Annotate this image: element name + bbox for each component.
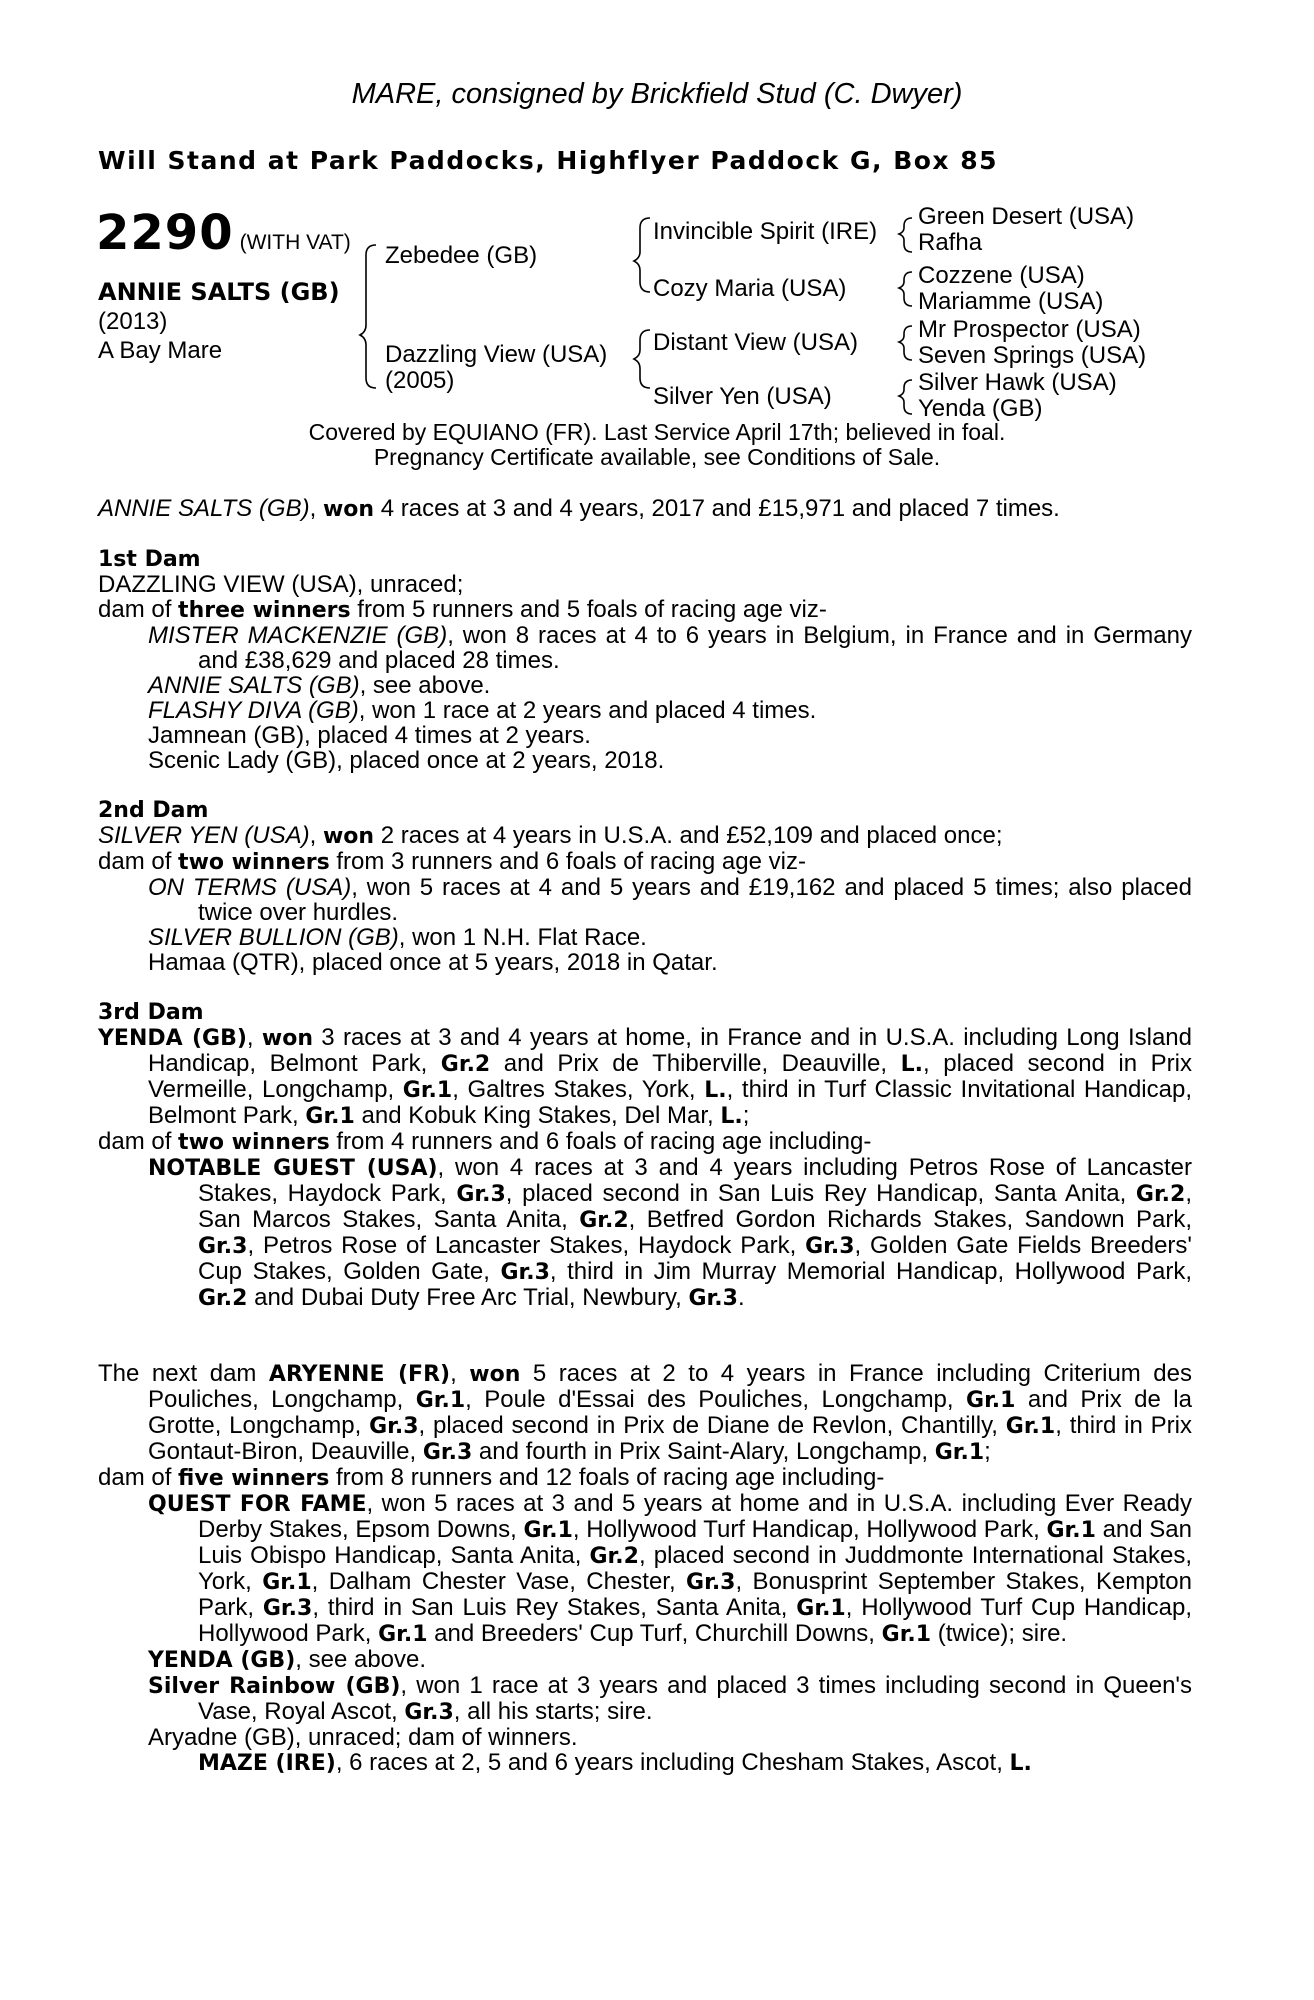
next-dam-foal-2: YENDA (GB), see above. — [148, 1646, 427, 1673]
next-dam-foal-3: Silver Rainbow (GB), won 1 race at 3 years and placed 3 times including second in Queen's Vase, Royal Ascot, Gr.3, all his starts; sire. — [148, 1672, 1192, 1725]
horse-name: ANNIE SALTS (GB) — [98, 278, 340, 306]
second-dam-foal-1: ON TERMS (USA), won 5 races at 4 and 5 years and £19,162 and placed 5 times; also placed twice over hurdles. — [148, 874, 1192, 926]
pedigree-g3: Cozzene (USA) — [918, 262, 1085, 289]
next-dam-intro: The next dam ARYENNE (FR), won 5 races at 2 to 4 years in France including Criterium des Pouliches, Longchamp, Gr.1, Poule d'Essai des Pouliches, Longchamp, Gr.1 and Prix de la Grotte, Longchamp, Gr.3, placed second in Prix de Diane de Revlon, Chantilly, Gr.1, third in Prix Gontaut-Biron, Deauville, Gr.3 and fourth in Prix Saint-Alary, Longchamp, Gr.1; — [98, 1360, 1193, 1465]
brace-sire — [634, 218, 650, 292]
first-dam-produce: dam of three winners from 5 runners and 5 foals of racing age viz- — [98, 596, 827, 623]
pedigree-g5: Mr Prospector (USA) — [918, 316, 1141, 343]
third-dam-intro: YENDA (GB), won 3 races at 3 and 4 years at home, in France and in U.S.A. including Long Island Handicap, Belmont Park, Gr.2 and Prix de Thiberville, Deauville, L., placed second in Prix Vermeille, Longchamp, Gr.1, Galtres Stakes, York, L., third in Turf Classic Invitational Handicap, Belmont Park, Gr.1 and Kobuk King Stakes, Del Mar, L.; — [98, 1024, 1193, 1129]
second-dam-foal-2: SILVER BULLION (GB), won 1 N.H. Flat Race. — [148, 924, 647, 951]
pedigree-g8: Yenda (GB) — [918, 395, 1043, 422]
pedigree-dam-dam: Silver Yen (USA) — [653, 383, 832, 410]
third-dam-heading: 3rd Dam — [98, 1000, 204, 1025]
consignor-line: MARE, consigned by Brickfield Stud (C. Dwyer) — [351, 78, 963, 110]
covering-line-1: Covered by EQUIANO (FR). Last Service April 17th; believed in foal. — [308, 419, 1006, 445]
brace-g1 — [899, 218, 912, 252]
second-dam-produce: dam of two winners from 3 runners and 6 foals of racing age viz- — [98, 848, 806, 875]
first-dam-foal-5: Scenic Lady (GB), placed once at 2 years, 2018. — [148, 747, 665, 774]
pedigree-g4: Mariamme (USA) — [918, 288, 1104, 315]
pedigree-g6: Seven Springs (USA) — [918, 342, 1147, 369]
lot-number: 2290 — [96, 205, 234, 261]
next-dam-foal-4: Aryadne (GB), unraced; dam of winners. — [148, 1724, 578, 1751]
pedigree-dam-sire: Distant View (USA) — [653, 329, 858, 356]
second-dam-heading: 2nd Dam — [98, 798, 209, 823]
pedigree-g1: Green Desert (USA) — [918, 203, 1135, 230]
third-dam-foal-1: NOTABLE GUEST (USA), won 4 races at 3 and 4 years including Petros Rose of Lancaster Stakes, Haydock Park, Gr.3, placed second in San Luis Rey Handicap, Santa Anita, Gr.2, San Marcos Stakes, Santa Anita, Gr.2, Betfred Gordon Richards Stakes, Sandown Park, Gr.3, Petros Rose of Lancaster Stakes, Haydock Park, Gr.3, Golden Gate Fields Breeders' Cup Stakes, Golden Gate, Gr.3, third in Jim Murray Memorial Handicap, Hollywood Park, Gr.2 and Dubai Duty Free Arc Trial, Newbury, Gr.3. — [148, 1154, 1193, 1311]
covering-line-2: Pregnancy Certificate available, see Conditions of Sale. — [373, 444, 941, 470]
pedigree-sire: Zebedee (GB) — [385, 242, 538, 269]
brace-g7 — [899, 380, 912, 414]
catalogue-body — [98, 496, 1192, 1776]
first-dam-foal-2: ANNIE SALTS (GB), see above. — [148, 672, 491, 699]
pedigree-dam: Dazzling View (USA) — [385, 341, 608, 368]
brace-main — [360, 245, 376, 388]
second-dam-intro: SILVER YEN (USA), won 2 races at 4 years in U.S.A. and £52,109 and placed once; — [98, 822, 1003, 849]
next-dam-foal-1: QUEST FOR FAME, won 5 races at 3 and 5 years at home and in U.S.A. including Ever Ready Derby Stakes, Epsom Downs, Gr.1, Hollywood Turf Handicap, Hollywood Park, Gr.1 and San Luis Obispo Handicap, Santa Anita, Gr.2, placed second in Juddmonte International Stakes, York, Gr.1, Dalham Chester Vase, Chester, Gr.3, Bonusprint September Stakes, Kempton Park, Gr.3, third in San Luis Rey Stakes, Santa Anita, Gr.1, Hollywood Turf Cup Handicap, Hollywood Park, Gr.1 and Breeders' Cup Turf, Churchill Downs, Gr.1 (twice); sire. — [148, 1490, 1192, 1647]
next-dam-grandfoal: MAZE (IRE), 6 races at 2, 5 and 6 years including Chesham Stakes, Ascot, L. — [198, 1749, 1032, 1776]
horse-description: A Bay Mare — [98, 337, 223, 364]
brace-g5 — [899, 326, 912, 360]
first-dam-intro: DAZZLING VIEW (USA), unraced; — [98, 571, 464, 598]
pedigree-g7: Silver Hawk (USA) — [918, 369, 1117, 396]
first-dam-foal-4: Jamnean (GB), placed 4 times at 2 years. — [148, 722, 591, 749]
vat-note: (WITH VAT) — [239, 231, 351, 254]
first-dam-heading: 1st Dam — [98, 547, 201, 572]
horse-year: (2013) — [98, 308, 168, 335]
pedigree-g2: Rafha — [918, 229, 983, 256]
summary-line: ANNIE SALTS (GB), won 4 races at 3 and 4 years, 2017 and £15,971 and placed 7 times. — [98, 495, 1060, 522]
next-dam-produce: dam of five winners from 8 runners and 12 foals of racing age including- — [98, 1464, 885, 1491]
brace-g3 — [899, 272, 912, 306]
pedigree-sire-dam: Cozy Maria (USA) — [653, 275, 847, 302]
third-dam-produce: dam of two winners from 4 runners and 6 foals of racing age including- — [98, 1128, 872, 1155]
pedigree-dam-year: (2005) — [385, 367, 455, 394]
first-dam-foal-3: FLASHY DIVA (GB), won 1 race at 2 years and placed 4 times. — [148, 697, 817, 724]
brace-dam — [634, 330, 650, 388]
pedigree-sire-sire: Invincible Spirit (IRE) — [653, 218, 878, 245]
stand-location: Will Stand at Park Paddocks, Highflyer Paddock G, Box 85 — [98, 146, 999, 175]
first-dam-foal-1: MISTER MACKENZIE (GB), won 8 races at 4 to 6 years in Belgium, in France and in Germany and £38,629 and placed 28 times. — [148, 622, 1192, 674]
covering-note — [0, 420, 1314, 470]
second-dam-foal-3: Hamaa (QTR), placed once at 5 years, 2018 in Qatar. — [148, 949, 718, 976]
